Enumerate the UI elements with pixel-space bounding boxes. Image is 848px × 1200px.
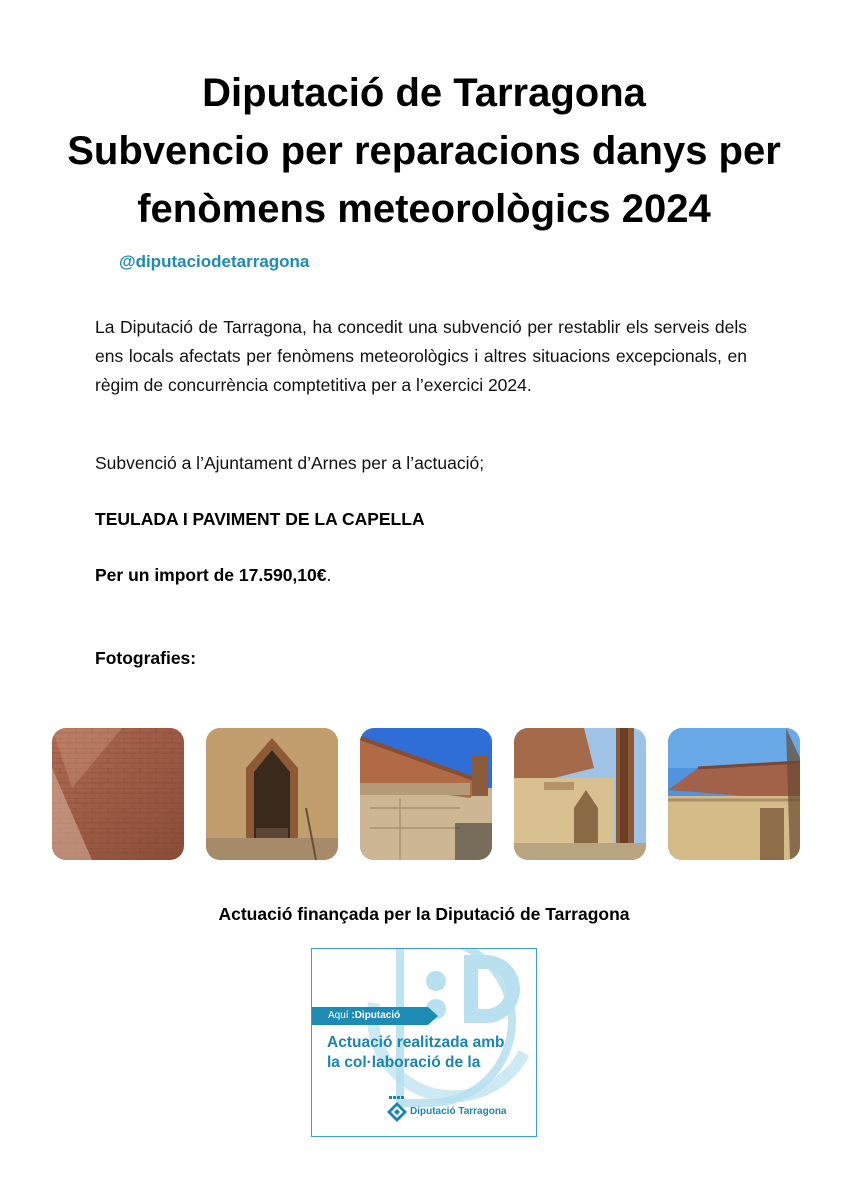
title-line-2: Subvencio per reparacions danys per bbox=[67, 129, 781, 173]
social-handle-link[interactable]: @diputaciodetarragona bbox=[119, 252, 310, 271]
badge-logo-text: Diputació Tarragona bbox=[410, 1106, 507, 1117]
badge-line-1: Actuació realitzada amb bbox=[327, 1034, 505, 1051]
badge-brand: :Diputació bbox=[351, 1010, 401, 1021]
diputacio-collaboration-badge bbox=[311, 948, 537, 1137]
project-title: TEULADA I PAVIMENT DE LA CAPELLA bbox=[95, 509, 425, 529]
photo-chapel-roof bbox=[668, 728, 800, 860]
photo-chapel-doorway bbox=[206, 728, 338, 860]
badge-line-2: la col·laboració de la bbox=[327, 1054, 481, 1071]
amount-period: . bbox=[326, 565, 332, 585]
photos-label: Fotografies: bbox=[95, 648, 197, 668]
amount-line bbox=[95, 565, 331, 586]
photo-brick-floor bbox=[52, 728, 184, 860]
amount-value: Per un import de 17.590,10€ bbox=[95, 565, 327, 585]
photo-chapel-facade bbox=[514, 728, 646, 860]
funding-credit: Actuació finançada per la Diputació de Tarragona bbox=[218, 904, 630, 924]
page-title bbox=[0, 64, 848, 238]
intro-paragraph: La Diputació de Tarragona, ha concedit una subvenció per restablir els serveis dels ens locals afectats per fenòmens meteorològics i altres situacions excepcionals, en règim de concurrència comptetitiva per a l’exercici 2024. bbox=[95, 317, 747, 395]
badge-message bbox=[327, 1033, 504, 1073]
title-line-3: fenòmens meteorològics 2024 bbox=[137, 187, 711, 231]
badge-tag bbox=[312, 1007, 428, 1025]
recipient-paragraph: Subvenció a l’Ajuntament d’Arnes per a l’actuació; bbox=[95, 453, 485, 473]
title-line-1: Diputació de Tarragona bbox=[202, 71, 646, 115]
badge-prefix: Aquí bbox=[328, 1010, 352, 1021]
diputacio-logo-icon bbox=[386, 1096, 408, 1124]
badge-arrow-icon bbox=[428, 1007, 438, 1025]
photo-roof-wall bbox=[360, 728, 492, 860]
